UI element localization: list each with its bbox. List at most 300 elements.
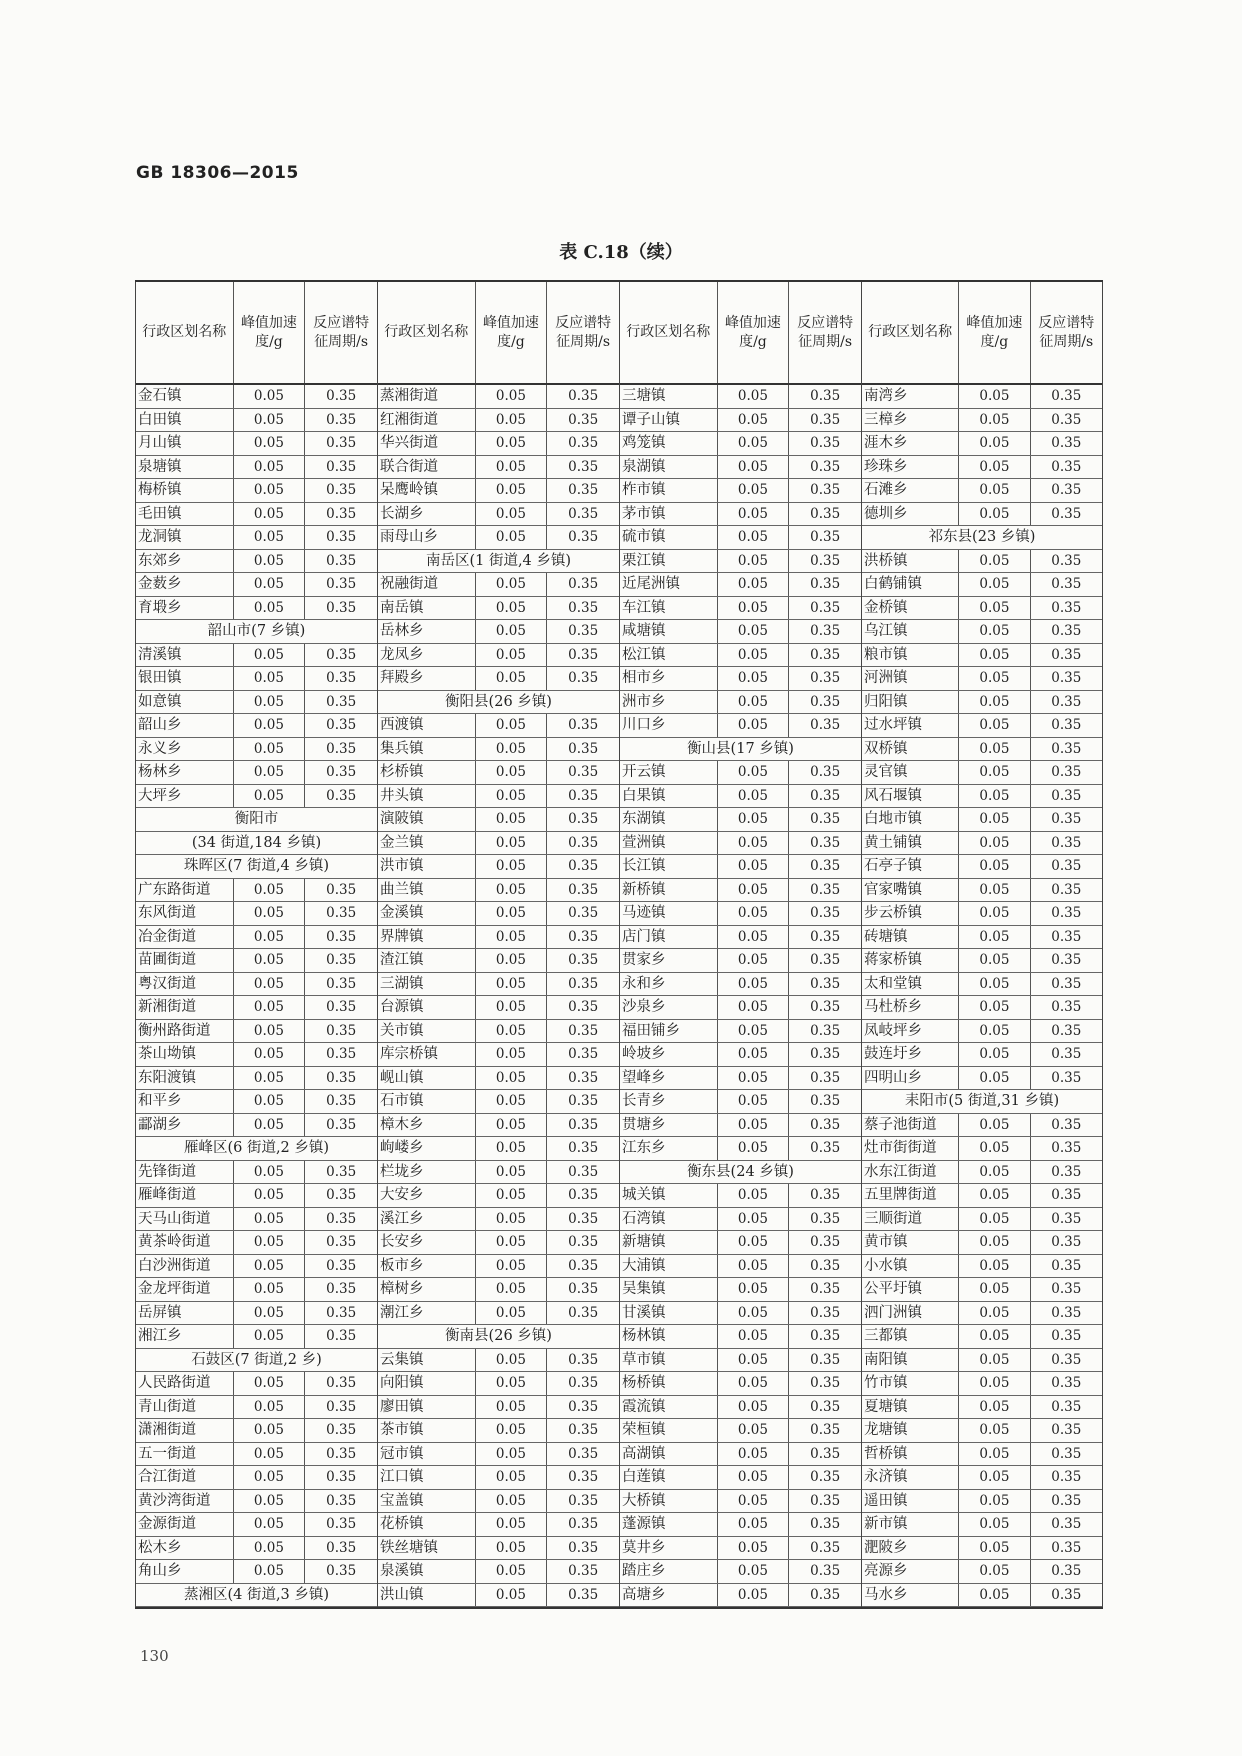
cell-period: 0.35 [326,740,357,757]
cell-acceleration: 0.05 [959,385,1030,408]
table-row [378,902,619,926]
cell-acceleration: 0.05 [234,667,306,690]
cell-acceleration: 0.05 [476,573,548,596]
cell-period: 0.35 [1051,1492,1082,1509]
table-header [620,282,861,385]
cell-period: 0.35 [326,787,357,804]
cell-acceleration: 0.05 [718,479,790,502]
cell-acceleration: 0.05 [476,879,548,902]
cell-name: 柞市镇 [620,479,718,502]
cell-name: 川口乡 [620,714,718,737]
cell-acceleration: 0.05 [718,1419,790,1442]
cell-name: 苗圃街道 [136,949,234,972]
cell-acceleration: 0.05 [959,926,1030,949]
cell-name: 灶市街街道 [862,1137,959,1160]
table-row [378,573,619,597]
cell-name: 永义乡 [136,738,234,761]
cell-period: 0.35 [568,834,599,851]
cell-acceleration: 0.05 [718,667,790,690]
cell-period: 0.35 [1051,764,1082,780]
cell-name: 梅桥镇 [136,479,234,502]
cell-period: 0.35 [810,787,841,804]
cell-period: 0.35 [1051,787,1082,804]
cell-acceleration: 0.05 [476,1231,548,1254]
cell-name: 新桥镇 [620,879,718,902]
cell-name: 岣嵝乡 [378,1137,476,1160]
cell-acceleration: 0.05 [959,479,1030,502]
table-row [620,1020,861,1044]
table-row [862,479,1102,503]
cell-acceleration: 0.05 [718,385,790,408]
header-period: 反应谱特征周期/s [797,314,854,350]
cell-name: 官家嘴镇 [862,879,959,902]
table-row [620,1043,861,1067]
cell-acceleration: 0.05 [959,573,1030,596]
cell-name: 小水镇 [862,1255,959,1278]
cell-name: 曲兰镇 [378,879,476,902]
cell-name: 龙洞镇 [136,526,234,549]
cell-name: 银田镇 [136,667,234,690]
cell-name: 洲市乡 [620,691,718,714]
cell-period: 0.35 [1051,1069,1082,1086]
cell-acceleration: 0.05 [718,1560,790,1583]
cell-period: 0.35 [1051,388,1082,404]
table-row [620,855,861,879]
cell-name: 吴集镇 [620,1278,718,1301]
cell-period: 0.35 [326,552,357,569]
cell-period: 0.35 [326,1093,357,1109]
region-section-header: 蒸湘区(4 街道,3 乡镇) [136,1584,377,1608]
cell-acceleration: 0.05 [959,996,1030,1019]
table-row [862,761,1102,785]
table-row [862,691,1102,715]
cell-name: 金源街道 [136,1513,234,1536]
cell-acceleration: 0.05 [718,761,790,784]
cell-name: 井头镇 [378,785,476,808]
cell-acceleration: 0.05 [234,1231,306,1254]
cell-name: 云集镇 [378,1349,476,1372]
table-row [136,1161,377,1185]
cell-acceleration: 0.05 [476,409,548,432]
cell-period: 0.35 [326,1022,357,1039]
cell-name: 白沙洲街道 [136,1255,234,1278]
cell-acceleration: 0.05 [718,1067,790,1090]
cell-period: 0.35 [1051,1257,1082,1274]
cell-name: 如意镇 [136,691,234,714]
cell-period: 0.35 [326,599,357,616]
cell-period: 0.35 [1051,1398,1082,1415]
cell-acceleration: 0.05 [234,1466,306,1489]
cell-acceleration: 0.05 [476,832,548,855]
cell-period: 0.35 [1051,928,1082,945]
table-row [862,785,1102,809]
cell-period: 0.35 [1051,458,1082,475]
table-row [136,1302,377,1326]
table-row [862,855,1102,879]
cell-acceleration: 0.05 [476,855,548,878]
cell-acceleration: 0.05 [476,667,548,690]
cell-period: 0.35 [1051,1445,1082,1462]
cell-acceleration: 0.05 [234,1255,306,1278]
cell-acceleration: 0.05 [234,1208,306,1231]
cell-acceleration: 0.05 [718,808,790,831]
table-row [862,1302,1102,1326]
cell-name: 三塘镇 [620,385,718,408]
table-row [862,1114,1102,1138]
cell-acceleration: 0.05 [234,1325,306,1348]
table-row [136,1208,377,1232]
cell-period: 0.35 [1051,999,1082,1015]
cell-acceleration: 0.05 [718,1466,790,1489]
table-row [862,949,1102,973]
cell-acceleration: 0.05 [959,1043,1030,1066]
cell-period: 0.35 [810,1398,841,1415]
cell-name: 石湾镇 [620,1208,718,1231]
cell-name: 马水乡 [862,1584,959,1607]
cell-acceleration: 0.05 [234,597,306,620]
cell-acceleration: 0.05 [959,1184,1030,1207]
cell-acceleration: 0.05 [959,808,1030,831]
table-row [136,1537,377,1561]
cell-name: 蒸湘街道 [378,385,476,408]
cell-period: 0.35 [326,717,357,733]
cell-name: 凤岐坪乡 [862,1020,959,1043]
cell-period: 0.35 [810,1539,841,1556]
table-row [378,832,619,856]
cell-name: 杨林乡 [136,761,234,784]
cell-period: 0.35 [326,1328,357,1344]
cell-name: 金兰镇 [378,832,476,855]
cell-period: 0.35 [1051,717,1082,733]
region-section-header: 衡阳县(26 乡镇) [378,691,619,715]
cell-period: 0.35 [1051,670,1082,686]
table-row [862,1161,1102,1185]
cell-acceleration: 0.05 [476,949,548,972]
table-row [136,573,377,597]
table-row [136,1255,377,1279]
cell-name: 过水坪镇 [862,714,959,737]
table-row [136,1090,377,1114]
cell-name: 演陂镇 [378,808,476,831]
table-row [136,1466,377,1490]
cell-acceleration: 0.05 [234,785,306,808]
cell-period: 0.35 [326,1492,357,1509]
table-row [862,597,1102,621]
cell-period: 0.35 [810,1116,841,1133]
cell-period: 0.35 [1051,1281,1082,1297]
table-row [620,550,861,574]
cell-name: 甘溪镇 [620,1302,718,1325]
table-row [136,879,377,903]
cell-acceleration: 0.05 [718,926,790,949]
cell-name: 双桥镇 [862,738,959,761]
cell-acceleration: 0.05 [959,1490,1030,1513]
cell-acceleration: 0.05 [476,808,548,831]
cell-period: 0.35 [810,975,841,992]
cell-period: 0.35 [326,529,357,545]
cell-acceleration: 0.05 [476,1208,548,1231]
cell-period: 0.35 [326,693,357,710]
table-column-group [135,282,377,1607]
cell-acceleration: 0.05 [959,1513,1030,1536]
cell-name: 永济镇 [862,1466,959,1489]
cell-acceleration: 0.05 [959,409,1030,432]
cell-name: 夏塘镇 [862,1396,959,1419]
cell-name: 东风街道 [136,902,234,925]
cell-acceleration: 0.05 [718,1325,790,1348]
table-row [136,1020,377,1044]
cell-acceleration: 0.05 [476,996,548,1019]
cell-name: 亮源乡 [862,1560,959,1583]
cell-name: 高塘乡 [620,1584,718,1607]
cell-period: 0.35 [810,552,841,569]
cell-acceleration: 0.05 [959,550,1030,573]
cell-acceleration: 0.05 [718,1231,790,1254]
cell-acceleration: 0.05 [234,1537,306,1560]
cell-acceleration: 0.05 [234,761,306,784]
cell-name: 三湖镇 [378,973,476,996]
table-row [620,926,861,950]
cell-acceleration: 0.05 [234,1090,306,1113]
cell-name: 岘山镇 [378,1067,476,1090]
cell-name: 洪市镇 [378,855,476,878]
table-row [620,1184,861,1208]
cell-name: 育塅乡 [136,597,234,620]
table-row [136,479,377,503]
table-row [862,1396,1102,1420]
cell-name: 泉塘镇 [136,456,234,479]
table-row [136,1443,377,1467]
table-row [620,1419,861,1443]
cell-period: 0.35 [810,1187,841,1203]
cell-period: 0.35 [810,505,841,522]
cell-acceleration: 0.05 [476,644,548,667]
cell-period: 0.35 [1051,552,1082,569]
page-number: 130 [140,1647,169,1665]
cell-acceleration: 0.05 [718,1278,790,1301]
header-acceleration: 峰值加速度/g [959,282,1030,383]
table-row [862,1043,1102,1067]
cell-acceleration: 0.05 [234,1490,306,1513]
cell-name: 四明山乡 [862,1067,959,1090]
cell-name: 潇湘街道 [136,1419,234,1442]
table-row [136,1231,377,1255]
table-row [620,432,861,456]
table-row [620,1090,861,1114]
table-row [136,996,377,1020]
table-row [862,926,1102,950]
cell-acceleration: 0.05 [234,409,306,432]
cell-name: 花桥镇 [378,1513,476,1536]
region-section-header: (34 街道,184 乡镇) [136,832,377,856]
cell-name: 乌江镇 [862,620,959,643]
cell-period: 0.35 [810,1210,841,1227]
cell-name: 德圳乡 [862,503,959,526]
cell-period: 0.35 [568,1304,599,1321]
cell-name: 洪桥镇 [862,550,959,573]
cell-acceleration: 0.05 [476,1466,548,1489]
cell-name: 衡州路街道 [136,1020,234,1043]
cell-acceleration: 0.05 [476,385,548,408]
cell-acceleration: 0.05 [234,973,306,996]
cell-period: 0.35 [568,599,599,616]
cell-name: 渣江镇 [378,949,476,972]
table-row [378,1537,619,1561]
header-period: 反应谱特征周期/s [1038,314,1095,350]
cell-name: 车江镇 [620,597,718,620]
table-header [862,282,1102,385]
cell-period: 0.35 [568,1422,599,1438]
cell-acceleration: 0.05 [718,1208,790,1231]
cell-acceleration: 0.05 [718,785,790,808]
table-row [620,409,861,433]
cell-period: 0.35 [568,1210,599,1227]
cell-name: 库宗桥镇 [378,1043,476,1066]
cell-period: 0.35 [326,905,357,921]
table-row [620,1067,861,1091]
table-row [378,479,619,503]
cell-period: 0.35 [568,1469,599,1485]
cell-period: 0.35 [1051,975,1082,992]
table-row [620,1231,861,1255]
header-name: 行政区划名称 [620,282,718,383]
cell-period: 0.35 [810,576,841,592]
cell-period: 0.35 [810,670,841,686]
cell-acceleration: 0.05 [234,1020,306,1043]
cell-acceleration: 0.05 [476,1372,548,1395]
table-row [378,1043,619,1067]
cell-period: 0.35 [1051,693,1082,710]
cell-period: 0.35 [810,1469,841,1485]
table-body [620,385,861,1607]
cell-acceleration: 0.05 [959,432,1030,455]
cell-period: 0.35 [1051,1539,1082,1556]
cell-period: 0.35 [326,881,357,898]
table-row [620,1466,861,1490]
cell-name: 踏庄乡 [620,1560,718,1583]
cell-period: 0.35 [810,1492,841,1509]
cell-name: 韶山乡 [136,714,234,737]
cell-acceleration: 0.05 [234,1161,306,1184]
cell-name: 鸡笼镇 [620,432,718,455]
table-row [620,1349,861,1373]
cell-name: 杨桥镇 [620,1372,718,1395]
cell-period: 0.35 [1051,1563,1082,1579]
table-row [620,1255,861,1279]
table-row [378,1090,619,1114]
cell-name: 南湾乡 [862,385,959,408]
cell-acceleration: 0.05 [959,1325,1030,1348]
table-row [620,785,861,809]
table-row [378,620,619,644]
cell-period: 0.35 [568,1375,599,1391]
table-header [378,282,619,385]
cell-acceleration: 0.05 [718,691,790,714]
cell-name: 台源镇 [378,996,476,1019]
cell-name: 宝盖镇 [378,1490,476,1513]
cell-name: 水东江街道 [862,1161,959,1184]
header-name: 行政区划名称 [136,282,234,383]
cell-period: 0.35 [1051,505,1082,522]
cell-period: 0.35 [1051,482,1082,498]
cell-name: 五一街道 [136,1443,234,1466]
table-row [378,385,619,409]
cell-period: 0.35 [1051,1304,1082,1321]
cell-period: 0.35 [568,811,599,827]
cell-acceleration: 0.05 [234,691,306,714]
cell-acceleration: 0.05 [476,1396,548,1419]
table-row [136,902,377,926]
table-row [862,1490,1102,1514]
cell-acceleration: 0.05 [959,1584,1030,1607]
table-row [136,667,377,691]
cell-name: 涯木乡 [862,432,959,455]
cell-name: 铁丝塘镇 [378,1537,476,1560]
cell-acceleration: 0.05 [718,714,790,737]
cell-acceleration: 0.05 [959,973,1030,996]
header-name: 行政区划名称 [378,282,476,383]
cell-acceleration: 0.05 [476,738,548,761]
table-row [136,973,377,997]
table-body [378,385,619,1607]
cell-period: 0.35 [810,646,841,663]
table-row [378,855,619,879]
cell-acceleration: 0.05 [718,949,790,972]
table-row [862,1560,1102,1584]
cell-acceleration: 0.05 [476,1161,548,1184]
cell-period: 0.35 [568,388,599,404]
table-row [620,691,861,715]
cell-name: 天马山街道 [136,1208,234,1231]
cell-period: 0.35 [810,999,841,1015]
cell-acceleration: 0.05 [718,432,790,455]
cell-period: 0.35 [810,952,841,968]
cell-period: 0.35 [810,905,841,921]
cell-period: 0.35 [568,1187,599,1203]
cell-period: 0.35 [1051,435,1082,451]
region-section-header: 祁东县(23 乡镇) [862,526,1102,550]
cell-period: 0.35 [1051,1187,1082,1203]
cell-acceleration: 0.05 [476,714,548,737]
cell-name: 黄茶岭街道 [136,1231,234,1254]
cell-name: 城关镇 [620,1184,718,1207]
cell-name: 萱洲镇 [620,832,718,855]
cell-name: 呆鹰岭镇 [378,479,476,502]
table-row [136,526,377,550]
cell-name: 岭坡乡 [620,1043,718,1066]
cell-name: 五里牌街道 [862,1184,959,1207]
cell-acceleration: 0.05 [718,644,790,667]
table-row [378,1560,619,1584]
cell-name: 鼓连圩乡 [862,1043,959,1066]
cell-acceleration: 0.05 [476,1537,548,1560]
cell-acceleration: 0.05 [959,1231,1030,1254]
cell-period: 0.35 [326,1069,357,1086]
table-row [136,949,377,973]
table-row [136,503,377,527]
header-period: 反应谱特征周期/s [555,314,612,350]
table-row [862,973,1102,997]
table-row [136,409,377,433]
cell-acceleration: 0.05 [718,1137,790,1160]
cell-acceleration: 0.05 [718,526,790,549]
cell-period: 0.35 [810,1257,841,1274]
table-row [378,1349,619,1373]
cell-period: 0.35 [810,599,841,616]
cell-period: 0.35 [568,952,599,968]
table-row [136,761,377,785]
cell-acceleration: 0.05 [959,1349,1030,1372]
